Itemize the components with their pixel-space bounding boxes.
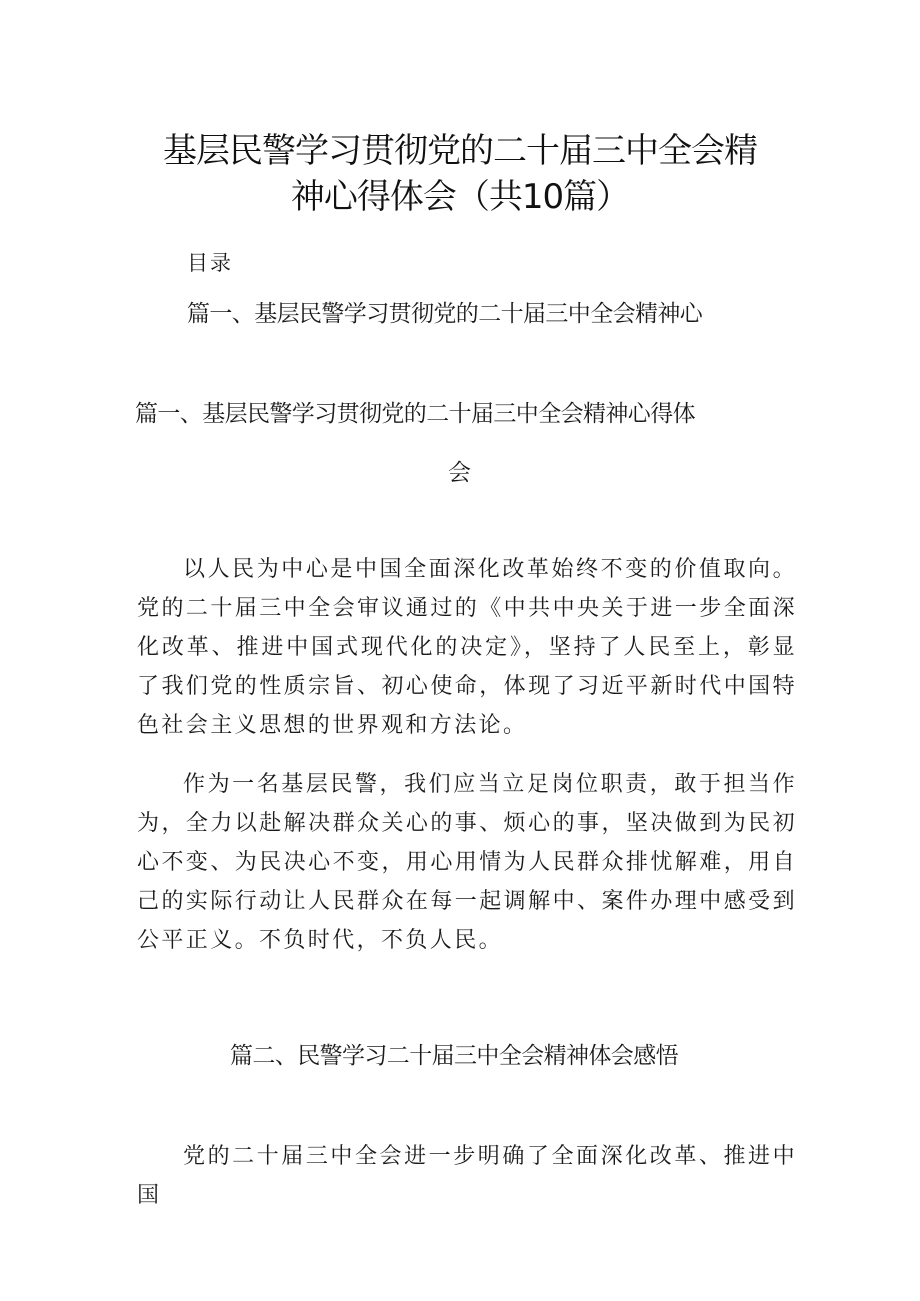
section-1-paragraph-2: 作为一名基层民警，我们应当立足岗位职责，敢于担当作为，全力以赴解决群众关心的事、烦心的事，坚决做到为民初心不变、为民决心不变，用心用情为人民群众排忧解难，用自己的实际行动让人民群众在每一起调解中、案件办理中感受到公平正义。不负时代，不负人民。	[137, 772, 797, 953]
document-title-line-1: 基层民警学习贯彻党的二十届三中全会精	[163, 131, 757, 171]
toc-item-1[interactable]: 篇一、基层民警学习贯彻党的二十届三中全会精神心	[187, 301, 703, 327]
section-1-heading-line-2: 会	[448, 460, 471, 486]
section-1-heading-line-1: 篇一、基层民警学习贯彻党的二十届三中全会精神心得体	[135, 401, 696, 427]
section-2-heading: 篇二、民警学习二十届三中全会精神体会感悟	[230, 1043, 679, 1069]
section-2-paragraph-1: 党的二十届三中全会进一步明确了全面深化改革、推进中国	[137, 1144, 797, 1208]
section-1-paragraph-1: 以人民为中心是中国全面深化改革始终不变的价值取向。党的二十届三中全会审议通过的《中共中央关于进一步全面深化改革、推进中国式现代化的决定》，坚持了人民至上，彰显了我们党的性质宗旨、初心使命，体现了习近平新时代中国特色社会主义思想的世界观和方法论。	[137, 557, 797, 738]
toc-label: 目录	[187, 251, 233, 275]
document-title-line-2: 神心得体会（共10篇）	[290, 177, 630, 217]
